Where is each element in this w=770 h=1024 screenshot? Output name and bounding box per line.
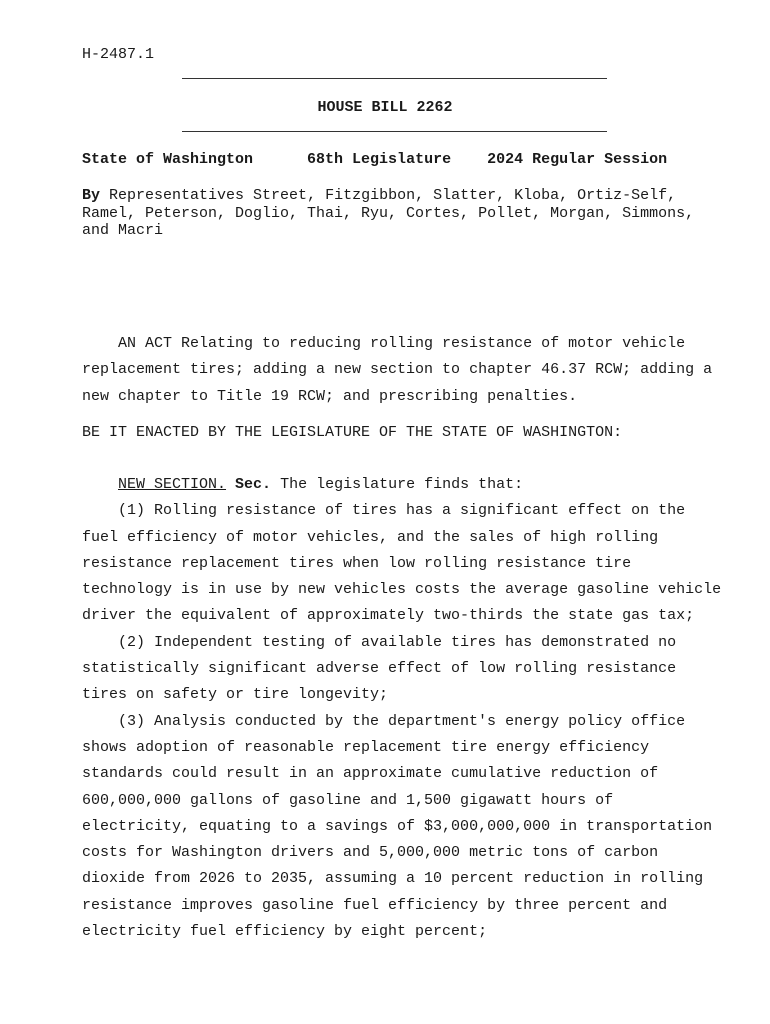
document-id: H-2487.1 bbox=[82, 46, 155, 63]
session-line bbox=[82, 151, 682, 169]
title-rule-top bbox=[182, 78, 607, 79]
section-heading bbox=[82, 472, 722, 498]
sec-label: Sec. bbox=[235, 476, 272, 493]
legislature-name: 68th Legislature bbox=[307, 151, 452, 168]
finding-3: (3) Analysis conducted by the department's energy policy office shows adoption of reasonable replacement tire energy efficiency standards could result in an approximate cumulative reduction of 600,000,000 gallons of gasoline and 1,500 gigawatt hours of electricity, equating to a savings of $3,000,000,000 in transportation costs for Washington drivers and 5,000,000 metric tons of carbon dioxide from 2026 to 2035, assuming a 10 percent reduction in rolling resistance improves gasoline fuel efficiency by three percent and electricity fuel efficiency by eight percent; bbox=[82, 712, 713, 941]
finding-1: (1) Rolling resistance of tires has a significant effect on the fuel efficiency of motor vehicles, and the sales of high rolling resistance replacement tires when low rolling resistance tire technology is in use by new vehicles costs the average gasoline vehicle driver the equivalent of approximately two-thirds the state gas tax; bbox=[82, 502, 722, 625]
bill-title: HOUSE BILL 2262 bbox=[317, 99, 453, 116]
section-intro: The legislature finds that: bbox=[280, 476, 524, 493]
session-name: 2024 Regular Session bbox=[487, 151, 668, 168]
new-section-label: NEW SECTION. bbox=[118, 476, 227, 493]
finding-2: (2) Independent testing of available tires has demonstrated no statistically significant adverse effect of low rolling resistance tires on safety or tire longevity; bbox=[82, 633, 677, 704]
sponsors-by-label: By bbox=[82, 187, 101, 204]
sponsors-list: Representatives Street, Fitzgibbon, Slatter, Kloba, Ortiz-Self, Ramel, Peterson, Doglio, Thai, Ryu, Cortes, Pollet, Morgan, Simmons, and Macri bbox=[82, 187, 695, 239]
section-block bbox=[82, 472, 722, 945]
state-name: State of Washington bbox=[82, 151, 254, 168]
enacting-clause: BE IT ENACTED BY THE LEGISLATURE OF THE STATE OF WASHINGTON: bbox=[82, 424, 623, 441]
act-title: AN ACT Relating to reducing rolling resistance of motor vehicle replacement tires; adding a new section to chapter 46.37 RCW; adding a new chapter to Title 19 RCW; and prescribing penalties. bbox=[82, 335, 713, 405]
title-rule-bottom bbox=[182, 131, 607, 132]
sponsors bbox=[82, 187, 712, 240]
